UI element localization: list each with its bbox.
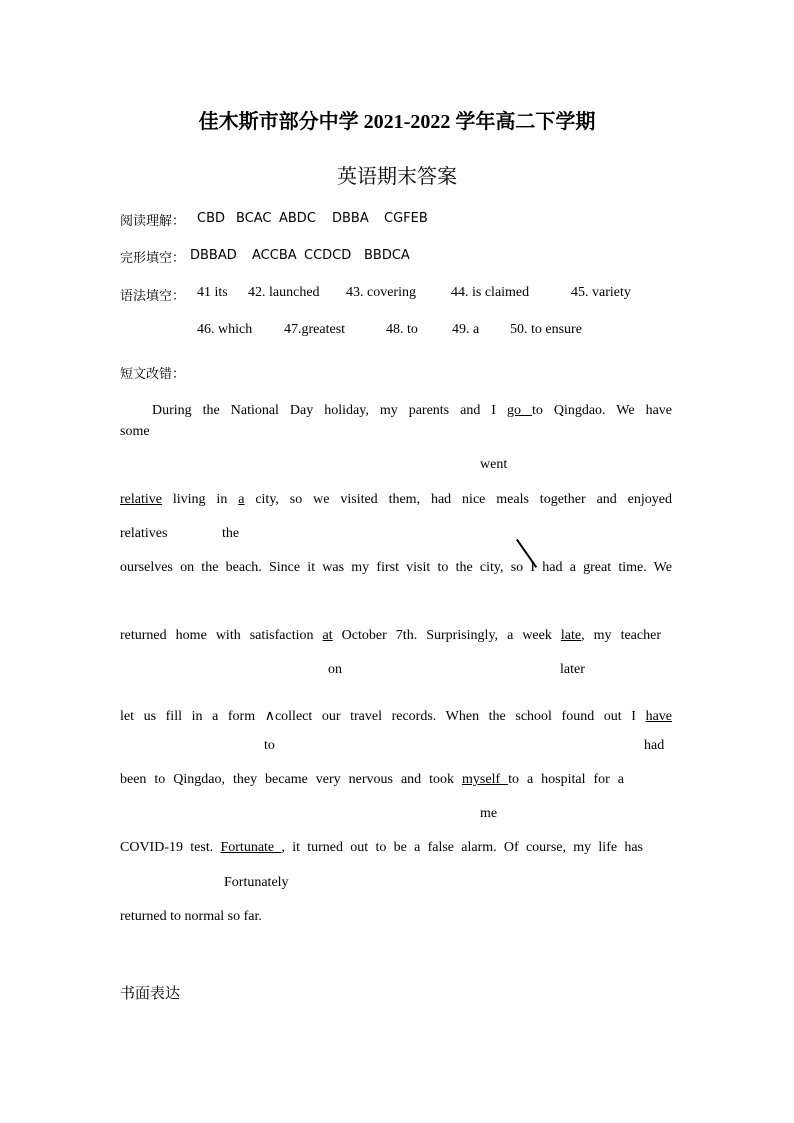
error-word: have	[645, 709, 672, 724]
grammar-label: 语法填空：	[120, 289, 186, 304]
passage-line-7	[120, 840, 643, 856]
correction-word: had	[644, 738, 665, 753]
passage-text: to Qingdao. We have	[531, 403, 673, 418]
reading-label: 阅读理解：	[120, 214, 186, 229]
grammar-answer: 48. to	[386, 322, 418, 337]
correction-word: went	[480, 457, 508, 472]
document-title: 佳木斯市部分中学 2021-2022 学年高二下学期	[198, 111, 596, 133]
passage-line-3: ourselves on the beach. Since it was my first visit to the city, so I had a great time. We	[120, 560, 672, 575]
correction-word: the	[222, 526, 240, 541]
passage-line-2	[120, 492, 672, 508]
passage-text: , my teacher	[581, 628, 661, 643]
cloze-answer: BBDCA	[364, 248, 410, 263]
passage-line-1	[152, 403, 672, 419]
passage-text: to a hospital for a	[508, 772, 625, 787]
writing-label: 书面表达	[120, 984, 181, 1002]
correction-word: me	[480, 806, 498, 821]
passage-text: , it turned out to be a false alarm. Of course, my life has	[281, 840, 644, 855]
passage-text: returned home with satisfaction	[120, 628, 323, 643]
cloze-answer: DBBAD	[190, 248, 237, 263]
passage-text: let us fill in a form ∧collect our travel records. When the school found out I	[120, 709, 646, 724]
document-subtitle: 英语期末答案	[337, 166, 457, 188]
error-word: relative	[120, 492, 162, 507]
correction-word: later	[560, 662, 585, 677]
passage-text: COVID-19 test.	[120, 840, 221, 855]
passage-line-6	[120, 772, 624, 788]
correction-word: relatives	[120, 526, 168, 541]
error-word: go	[506, 403, 532, 418]
reading-answer: DBBA	[332, 211, 369, 226]
passage-line-1b: some	[120, 424, 150, 439]
error-word: a	[238, 492, 245, 507]
correction-word: on	[328, 662, 342, 677]
error-word: at	[322, 628, 333, 643]
passage-text: October 7th. Surprisingly, a week	[332, 628, 561, 643]
passage-line-5	[120, 708, 672, 725]
passage-text: living in	[161, 492, 239, 507]
grammar-answer: 47.greatest	[284, 322, 346, 337]
reading-answer: CBD	[197, 211, 226, 226]
passage-line-4	[120, 628, 661, 644]
error-word: Fortunate	[220, 840, 282, 855]
passage-text: During the National Day holiday, my parents and I	[152, 403, 507, 418]
grammar-answer: 46. which	[197, 322, 253, 337]
grammar-answer: 44. is claimed	[451, 285, 530, 300]
reading-answer: BCAC	[236, 211, 272, 226]
error-word: myself	[462, 772, 509, 787]
grammar-answer: 49. a	[452, 322, 480, 337]
grammar-answer: 43. covering	[346, 285, 416, 300]
passage-text: been to Qingdao, they became very nervous and took	[120, 772, 463, 787]
grammar-answer: 42. launched	[248, 285, 320, 300]
grammar-answer: 50. to ensure	[510, 322, 582, 337]
reading-answer: CGFEB	[384, 211, 428, 226]
grammar-answer: 45. variety	[571, 285, 631, 300]
grammar-answer: 41 its	[197, 285, 228, 300]
error-word: late	[560, 628, 582, 643]
cloze-answer: ACCBA	[252, 248, 297, 263]
passage-text: city, so we visited them, had nice meals together and enjoyed	[244, 492, 672, 507]
cloze-answer: CCDCD	[304, 248, 352, 263]
cloze-label: 完形填空：	[120, 251, 186, 266]
correction-label: 短文改错：	[120, 367, 186, 382]
passage-line-8: returned to normal so far.	[120, 909, 262, 924]
reading-answer: ABDC	[279, 211, 316, 226]
correction-word: to	[264, 738, 275, 753]
correction-word: Fortunately	[224, 875, 289, 890]
